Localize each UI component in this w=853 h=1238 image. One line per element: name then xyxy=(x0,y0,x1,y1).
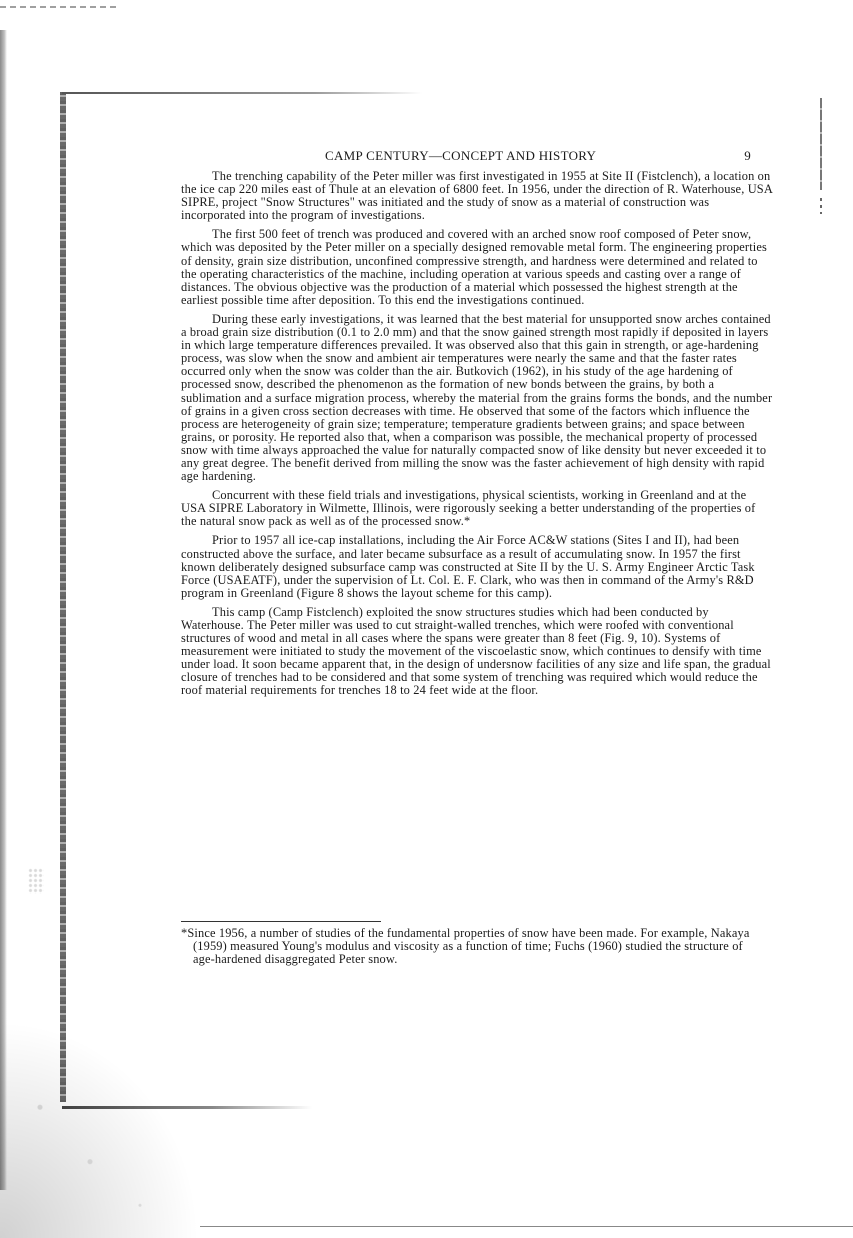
paragraph-3: During these early investigations, it was learned that the best material for unsupported snow arches contained a broad grain size distribution (0.1 to 2.0 mm) and that the snow gained strength most rapidly if deposited in layers in which large temperature differences prevailed. It was observed also that this gain in strength, or age-hardening process, was slow when the snow and ambient air temperatures were nearly the same and that the faster rates occurred only when the snow was colder than the air. Butkovich (1962), in his study of the age hardening of processed snow, described the phenomenon as the formation of new bonds between the grains, by both a sublimation and a surface migration process, whereby the material from the grains forms the bonds, and the number of grains in a given cross section decreases with time. He observed that some of the factors which influence the process are heterogeneity of grain size; temperature; temperature gradients between grains; and space between grains, or porosity. He reported also that, when a comparison was possible, the mechanical property of processed snow with time always approached the value for naturally compacted snow of like density but never exceeded it to any great degree. The benefit derived from milling the snow was the faster achievement of high density with rapid age hardening. xyxy=(181,311,773,484)
body-text xyxy=(181,170,773,704)
scan-edge-shadow xyxy=(0,30,7,1190)
footnote-text: *Since 1956, a number of studies of the fundamental properties of snow have been made. For example, Nakaya (1959) measured Young's modulus and viscosity as a function of time; Fuchs (1960) studied the structure of age-hardened disaggregated Peter snow. xyxy=(181,926,750,967)
footnote-divider xyxy=(181,921,381,922)
paragraph-1: The trenching capability of the Peter miller was first investigated in 1955 at Site II (Fistclench), a location on the ice cap 220 miles east of Thule at an elevation of 6800 feet. In 1956, under the direction of R. Waterhouse, USA SIPRE, project "Snow Structures" was initiated and the study of snow as a material of construction was incorporated into the program of investigations. xyxy=(181,169,773,223)
scan-corner-noise xyxy=(0,1020,200,1238)
scan-bottom-edge xyxy=(200,1226,853,1227)
paragraph-5: Prior to 1957 all ice-cap installations, including the Air Force AC&W stations (Sites I and II), had been constructed above the surface, and later became subsurface as a result of accumulating snow. In 1957 the first known deliberately designed subsurface camp was constructed at Site II by the U. S. Army Engineer Arctic Task Force (USAEATF), under the supervision of Lt. Col. E. F. Clark, who was then in command of the Army's R&D program in Greenland (Figure 8 shows the layout scheme for this camp). xyxy=(181,533,755,600)
scan-artifact-top xyxy=(0,6,120,8)
scan-margin-mark xyxy=(820,98,822,190)
scan-top-rule xyxy=(62,92,422,94)
scan-speckle xyxy=(28,868,44,894)
scan-margin-dots xyxy=(820,198,822,214)
footnote xyxy=(181,927,761,967)
paragraph-6: This camp (Camp Fistclench) exploited the snow structures studies which had been conducted by Waterhouse. The Peter miller was used to cut straight-walled trenches, which were roofed with conventional structures of wood and metal in all cases where the spans were greater than 8 feet (Fig. 9, 10). Systems of measurement were initiated to study the movement of the viscoelastic snow, which continues to densify with time under load. It soon became apparent that, in the design of undersnow facilities of any size and life span, the gradual closure of trenches had to be considered and that some system of trenching was required which would reduce the roof material requirements for trenches 18 to 24 feet wide at the floor. xyxy=(181,604,771,698)
page-number: 9 xyxy=(744,148,751,163)
binding-strip xyxy=(60,92,66,1102)
page-title: CAMP CENTURY—CONCEPT AND HISTORY xyxy=(325,148,597,163)
paragraph-2: The first 500 feet of trench was produced and covered with an arched snow roof composed of Peter snow, which was deposited by the Peter miller on a specially designed removable metal form. The engineering properties of density, grain size distribution, unconfined compressive strength, and hardness were determined and related to the operating characteristics of the machine, including operation at various speeds and casting over a range of distances. The obvious objective was the production of a material which possessed the highest strength at the earliest possible time after deposition. To this end the investigations continued. xyxy=(181,227,768,307)
running-head xyxy=(181,148,751,166)
paragraph-4: Concurrent with these field trials and investigations, physical scientists, working in Greenland and at the USA SIPRE Laboratory in Wilmette, Illinois, were rigorously seeking a better understanding of the properties of the natural snow pack as well as of the processed snow.* xyxy=(181,488,756,529)
